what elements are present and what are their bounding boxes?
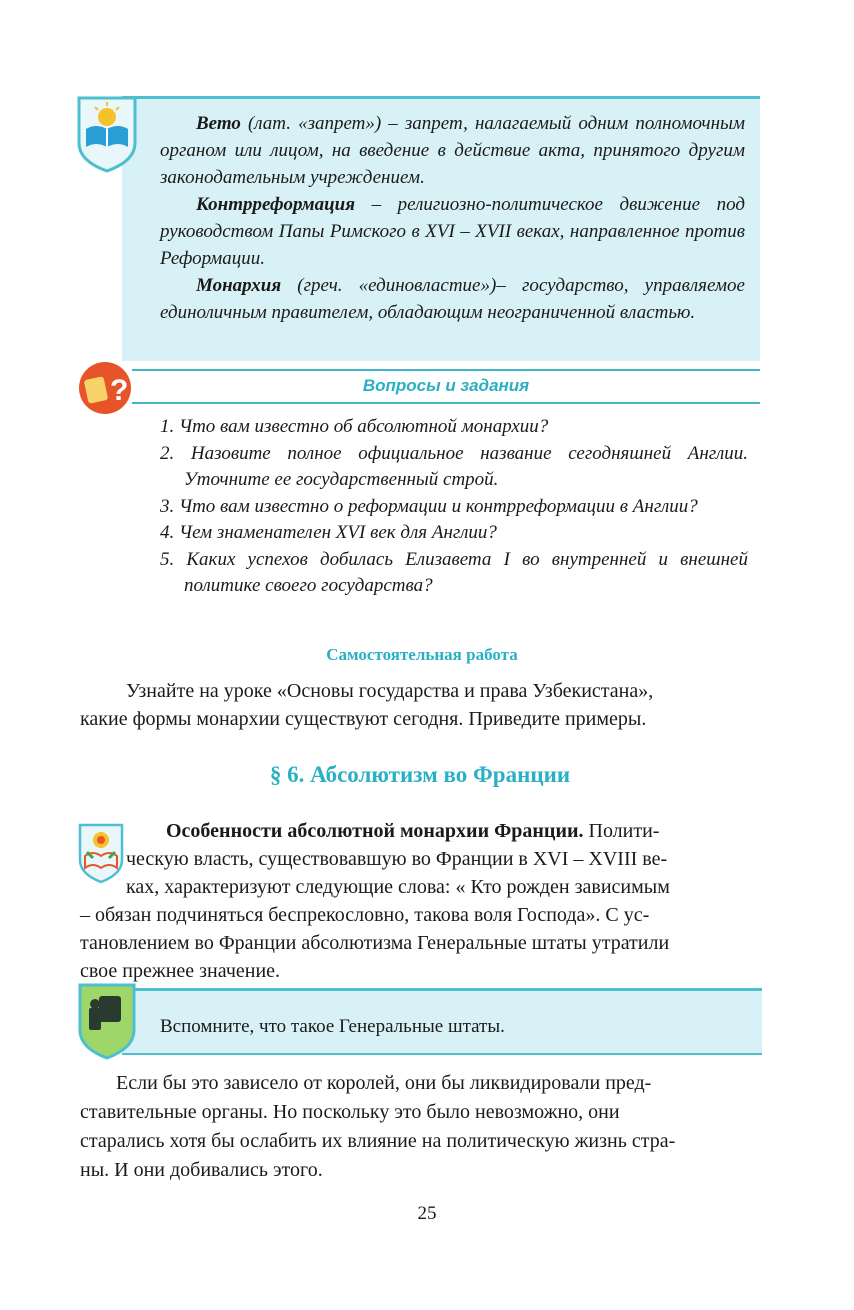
independent-work-title: Самостоятельная работа (326, 645, 518, 664)
question-item: 4. Чем знаменателен XVI век для Англии? (160, 522, 497, 543)
questions-header-bottom-rule (132, 402, 760, 404)
book-shield-icon (76, 95, 138, 173)
term-monarchy: Монархия (196, 275, 282, 296)
questions-header-top-rule (132, 369, 760, 371)
independent-work-text (80, 677, 748, 733)
glossary-item-monarchy: Монархия (греч. «единовластие»)– государство, управляемое единоличным правителем, обладающим неограниченной властью. (160, 275, 745, 323)
person-shield-icon (77, 982, 137, 1060)
final-paragraph: Если бы это зависело от королей, они бы ликвидировали пред- ставительные органы. Но поскольку это было невозможно, они старались хотя бы ослабить их влияние на политическую жизнь стра- ны. И они добивались этого. (80, 1072, 676, 1181)
glossary-text (160, 110, 745, 326)
independent-work-line: какие формы монархии существуют сегодня. Приведите примеры. (80, 708, 647, 730)
term-counter-reformation: Контрреформация (196, 194, 356, 215)
section-title: § 6. Абсолютизм во Франции (269, 762, 571, 787)
main-paragraph-lead: Особенности абсолютной монархии Франции. (166, 820, 584, 842)
question-item: 1. Что вам известно об абсолютной монархии? (160, 416, 549, 437)
main-paragraph: Особенности абсолютной монархии Франции. Полити- ческую власть, существовавшую во Франции в XVI – XVIII ве- ках, характеризуют следующие слова: « Кто рожден зависимым – обязан подчиняться беспрекословно, такова воля Господа». С ус- тановлением во Франции абсолютизма Генеральные штаты утратили свое прежнее значение. (80, 820, 670, 982)
question-item: 2. Назовите полное официальное название сегодняшней Англии. Уточните ее государственный строй. (160, 442, 748, 490)
questions-title: Вопросы и задания (362, 376, 530, 395)
term-veto: Вето (196, 113, 241, 134)
glossary-item-counter-reformation: Контрреформация – религиозно-политическое движение под руководством Папы Римского в XVI – XVII веках, направленное против Реформации. (160, 194, 745, 269)
independent-work-line: Узнайте на уроке «Основы государства и права Узбекистана», (126, 680, 654, 702)
question-icon (76, 360, 134, 416)
question-item: 3. Что вам известно о реформации и контрреформации в Англии? (160, 495, 698, 517)
page-number: 25 (417, 1203, 437, 1224)
svg-text:?: ? (110, 374, 129, 407)
questions-list (160, 414, 748, 600)
question-item: 5. Каких успехов добилась Елизавета I во внутренней и внешней политике своего государства? (160, 548, 748, 596)
glossary-item-veto: Вето (лат. «запрет») – запрет, налагаемый одним полномочным органом или лицом, на введение в действие акта, принятого другим законодательным учреждением. (160, 113, 745, 188)
recall-text: Вспомните, что такое Генеральные штаты. (160, 1016, 505, 1037)
